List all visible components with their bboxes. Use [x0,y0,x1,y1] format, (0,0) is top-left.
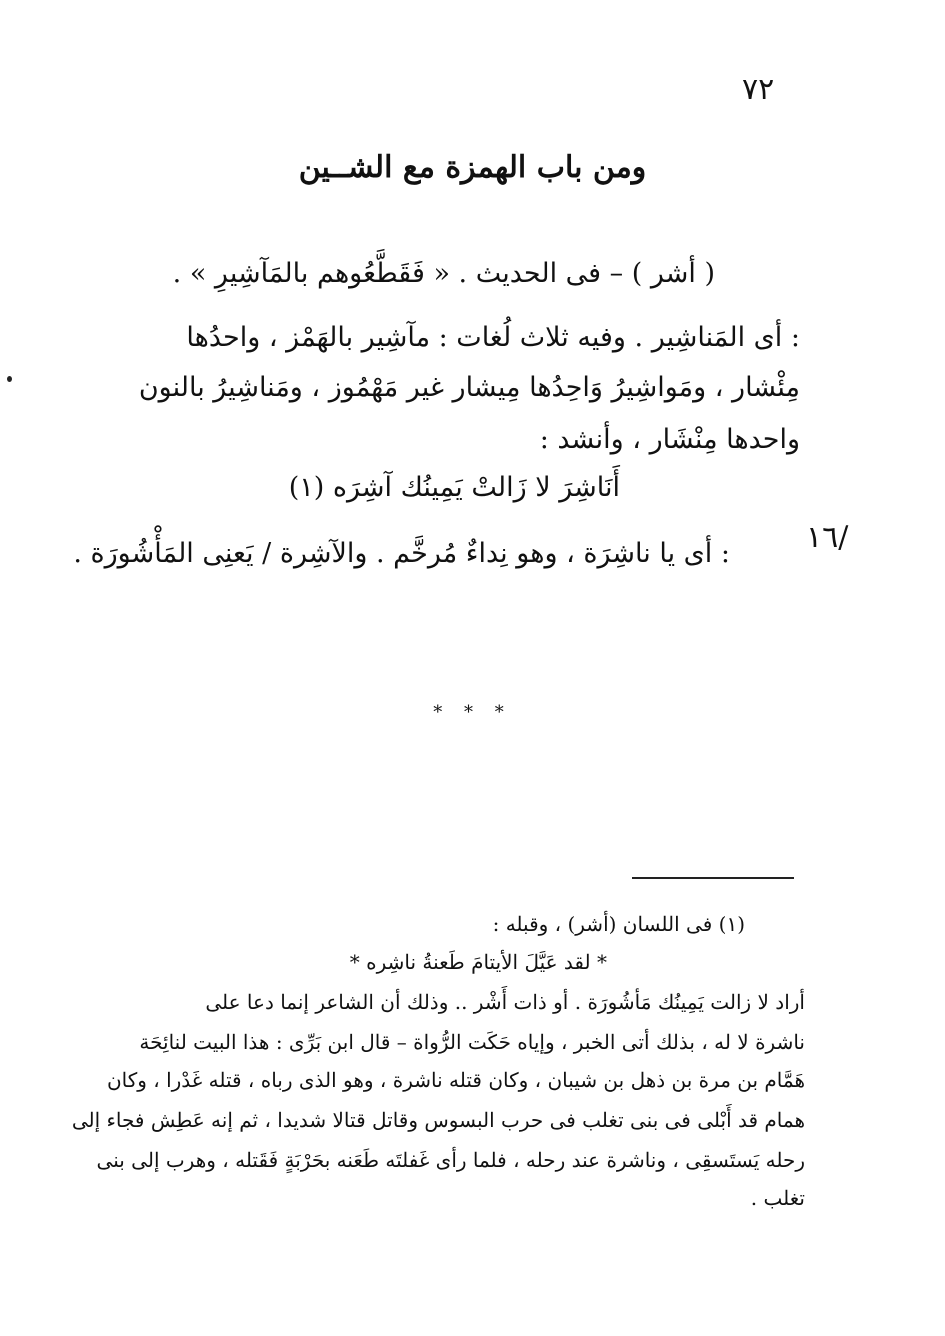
verse-line: أَنَاشِرَ لا زَالتْ يَمِينُك آشِرَه (١) [288,472,620,503]
body-line: واحدها مِنْشَار ، وأنشد : [539,424,800,455]
footnote-verse: * لقد عَيَّلَ الأيتامَ طَعنةُ ناشِره * [349,950,607,974]
entry-heading-line: ( أشر ) – فى الحديث . « فَقَطَّعُوهم بالمَآشِيرِ » . [172,258,715,289]
closing-line: : أى يا ناشِرَة ، وهو نِداءٌ مُرخَّم . والآشِرة / يَعنِى المَأْشُورَة . [73,538,730,569]
footnote-line: ناشرة لا له ، بذلك أتى الخبر ، وإياه حَكَت الرُّواة – قال ابن بَرِّى : هذا البيت لنائِحَة [139,1030,805,1054]
footnote-line: تغلب . [750,1186,805,1210]
footnote-line: رحله يَستَسقِى ، وناشرة عند رحله ، فلما رأى غَفلتَه طَعَنه بحَرْبَةٍ فَقَتله ، وهرب إلى بنى [96,1148,805,1172]
body-line: : أى المَناشِير . وفيه ثلاث لُغات : مآشِير بالهَمْز ، واحدُها [186,322,800,353]
marginal-folio-note: /١٦ [806,520,849,555]
footnote-rule [632,877,794,879]
page-number: ٧٢ [742,72,775,107]
footnote-line: (١) فى اللسان (أشر) ، وقبله : [492,912,745,936]
chapter-title: ومن باب الهمزة مع الشــين [298,150,647,185]
footnote-line: أراد لا زالت يَمِينُك مَأشُورَة . أو ذات أَشْر .. وذلك أن الشاعر إنما دعا على [205,990,805,1014]
margin-dot [7,376,12,382]
body-line: مِئْشار ، ومَواشِيرُ وَاحِدُها مِيشار غير مَهْمُوز ، ومَناشِيرُ بالنون [138,372,800,403]
section-separator: * * * [433,702,512,723]
footnote-line: هَمَّام بن مرة بن ذهل بن شيبان ، وكان قتله ناشرة ، وهو الذى رباه ، قتله غَدْرا ، وكان [106,1068,805,1092]
footnote-line: همام قد أَبْلى فى بنى تغلب فى حرب البسوس وقاتل قتالا شديدا ، ثم إنه عَطِش فجاء إلى [71,1108,805,1132]
